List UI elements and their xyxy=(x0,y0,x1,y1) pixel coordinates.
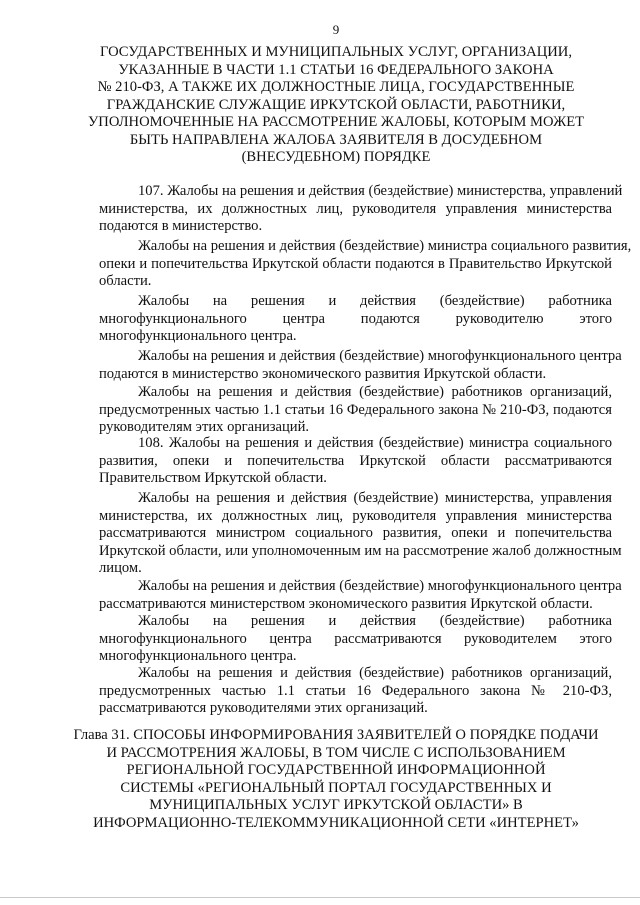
heading-line: И РАССМОТРЕНИЯ ЖАЛОБЫ, В ТОМ ЧИСЛЕ С ИСПОЛЬЗОВАНИЕМ xyxy=(106,744,566,761)
paragraph-line: рассматриваются министерством экономического развития Иркутской области. xyxy=(99,595,593,612)
paragraph-line: многофункционального центра. xyxy=(99,328,297,344)
heading-line: Глава 31. СПОСОБЫ ИНФОРМИРОВАНИЯ ЗАЯВИТЕЛЕЙ О ПОРЯДКЕ ПОДАЧИ xyxy=(73,727,599,743)
paragraph-mfc-worker-review xyxy=(60,613,612,666)
paragraph-line: Жалобы на решения и действия (бездействие) работников организаций, xyxy=(138,384,612,400)
paragraph-line: Жалобы на решения и действия (бездействие) многофункционального центра xyxy=(138,578,622,594)
paragraph-line: министерства, их должностных лиц, руководителя управления министерства xyxy=(99,507,612,524)
paragraph-mfc-review xyxy=(60,578,622,613)
paragraph-108 xyxy=(60,435,612,488)
page-bottom-edge xyxy=(0,897,640,898)
paragraph-line: области. xyxy=(99,273,152,289)
paragraph-line: рассматриваются руководителями этих организаций. xyxy=(99,700,428,716)
paragraph-107 xyxy=(60,183,623,236)
heading-line: ГРАЖДАНСКИЕ СЛУЖАЩИЕ ИРКУТСКОЙ ОБЛАСТИ, РАБОТНИКИ, xyxy=(106,96,566,113)
paragraph-line: Жалобы на решения и действия (бездействие) многофункционального центра xyxy=(138,348,622,364)
paragraph-line: развития, опеки и попечительства Иркутской области рассматриваются xyxy=(99,452,612,469)
paragraph-line: многофункционального центра. xyxy=(99,648,297,664)
heading-line: (ВНЕСУДЕБНОМ) ПОРЯДКЕ xyxy=(241,149,431,165)
paragraph-mfc-submit xyxy=(60,348,622,383)
paragraph-line: Жалобы на решения и действия (бездействие) работника xyxy=(138,613,612,629)
paragraph-line: министерства, их должностных лиц, руководителя управления министерства xyxy=(99,200,612,217)
paragraph-line: опеки и попечительства Иркутской области подаются в Правительство Иркутской xyxy=(99,255,612,272)
paragraph-line: подаются в министерство экономического развития Иркутской области. xyxy=(99,365,547,382)
paragraph-line: многофункционального центра рассматриваются руководителем этого xyxy=(99,630,612,647)
paragraph-line: Жалобы на решения и действия (бездействие) работников организаций, xyxy=(138,665,612,681)
paragraph-line: предусмотренных частью 1.1 статьи 16 Федерального закона № 210-ФЗ, подаются xyxy=(99,401,612,418)
paragraph-line: предусмотренных частью 1.1 статьи 16 Федерального закона № 210-ФЗ, xyxy=(99,682,612,699)
page-number: 9 xyxy=(332,22,340,37)
heading-line: УКАЗАННЫЕ В ЧАСТИ 1.1 СТАТЬИ 16 ФЕДЕРАЛЬНОГО ЗАКОНА xyxy=(118,61,554,78)
paragraph-line: рассматриваются министром социального развития, опеки и попечительства xyxy=(99,525,612,541)
heading-line: БЫТЬ НАПРАВЛЕНА ЖАЛОБА ЗАЯВИТЕЛЯ В ДОСУДЕБНОМ xyxy=(129,131,543,148)
heading-line: ГОСУДАРСТВЕННЫХ И МУНИЦИПАЛЬНЫХ УСЛУГ, ОРГАНИЗАЦИИ, xyxy=(100,44,572,60)
paragraph-ministry-review xyxy=(60,490,622,578)
paragraph-line: лицом. xyxy=(99,560,142,576)
paragraph-organizations-review xyxy=(60,665,612,718)
heading-line: МУНИЦИПАЛЬНЫХ УСЛУГ ИРКУТСКОЙ ОБЛАСТИ» В xyxy=(149,797,523,813)
paragraph-line: Жалобы на решения и действия (бездействие) работника xyxy=(138,293,612,309)
chapter-31-heading xyxy=(60,727,612,832)
paragraph-line: Правительством Иркутской области. xyxy=(99,470,327,486)
paragraph-minister-complaints xyxy=(60,238,632,291)
paragraph-line: Жалобы на решения и действия (бездействие) министерства, управления xyxy=(138,490,612,506)
heading-line: СИСТЕМЫ «РЕГИОНАЛЬНЫЙ ПОРТАЛ ГОСУДАРСТВЕННЫХ И xyxy=(120,779,552,796)
section-heading-top xyxy=(60,44,612,167)
paragraph-line: 107. Жалобы на решения и действия (бездействие) министерства, управлений xyxy=(138,183,623,199)
heading-line: ИНФОРМАЦИОННО-ТЕЛЕКОММУНИКАЦИОННОЙ СЕТИ «ИНТЕРНЕТ» xyxy=(93,814,579,831)
paragraph-mfc-worker-submit xyxy=(60,293,612,346)
heading-line: РЕГИОНАЛЬНОЙ ГОСУДАРСТВЕННОЙ ИНФОРМАЦИОННОЙ xyxy=(126,762,546,778)
paragraph-line: подаются в министерство. xyxy=(99,218,263,234)
paragraph-line: многофункционального центра подаются руководителю этого xyxy=(99,310,612,327)
paragraph-line: 108. Жалобы на решения и действия (бездействие) министра социального xyxy=(138,435,612,451)
heading-line: № 210-ФЗ, А ТАКЖЕ ИХ ДОЛЖНОСТНЫЕ ЛИЦА, ГОСУДАРСТВЕННЫЕ xyxy=(97,79,575,95)
paragraph-organizations-submit xyxy=(60,384,612,437)
paragraph-line: Жалобы на решения и действия (бездействие) министра социального развития, xyxy=(138,238,632,254)
paragraph-line: руководителям этих организаций. xyxy=(99,419,310,435)
heading-line: УПОЛНОМОЧЕННЫЕ НА РАССМОТРЕНИЕ ЖАЛОБЫ, КОТОРЫМ МОЖЕТ xyxy=(87,114,585,130)
paragraph-line: Иркутской области, или уполномоченным им на рассмотрение жалоб должностным xyxy=(99,542,622,559)
